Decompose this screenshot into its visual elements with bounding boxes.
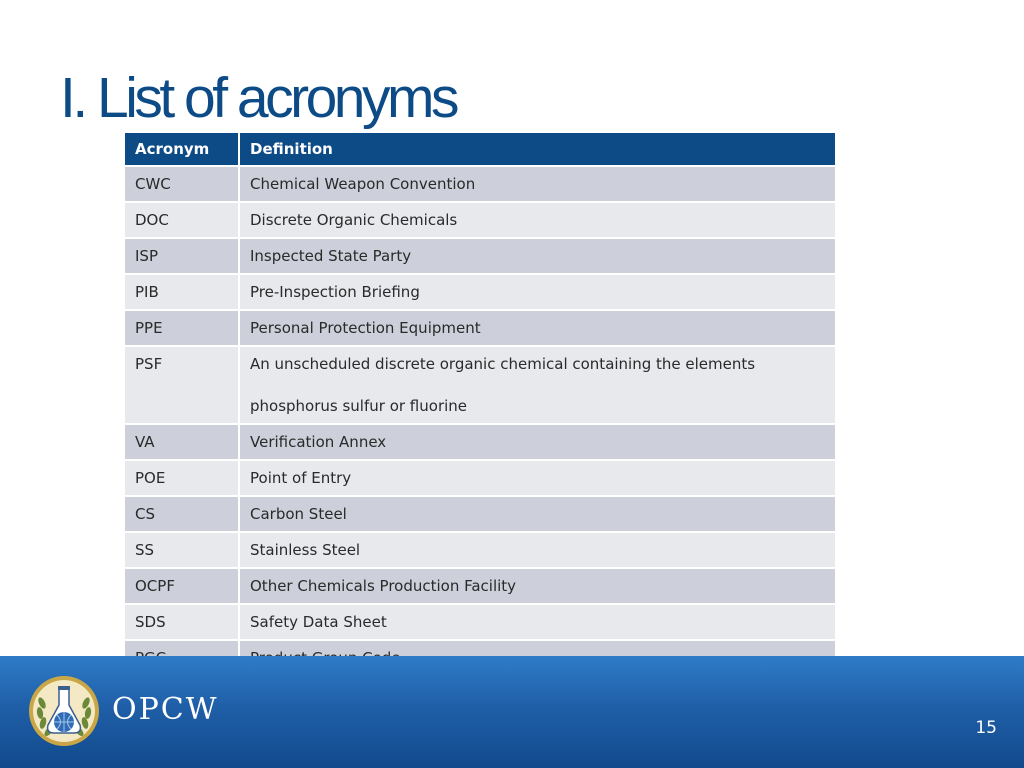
- table-row: [125, 497, 835, 533]
- definition-cell: [240, 569, 835, 605]
- definition-cell: [240, 533, 835, 569]
- definition-text: phosphorus sulfur or fluorine: [250, 397, 468, 415]
- definition-text: Stainless Steel: [250, 541, 361, 559]
- table-row: [125, 203, 835, 239]
- table-row: [125, 425, 835, 461]
- definition-cell: [240, 167, 835, 203]
- definition-cell: [240, 239, 835, 275]
- definition-text: Pre-Inspection Briefing: [250, 283, 420, 301]
- page-number: 15: [975, 718, 997, 738]
- definition-cell: [240, 497, 835, 533]
- definition-cell: [240, 461, 835, 497]
- table-body: [125, 167, 835, 677]
- acronym-cell: POE: [125, 461, 240, 497]
- definition-cell: [240, 347, 835, 425]
- acronym-table: [125, 133, 835, 677]
- definition-text: Carbon Steel: [250, 505, 347, 523]
- acronym-cell: PSF: [125, 347, 240, 425]
- definition-cell: [240, 275, 835, 311]
- table-row: [125, 533, 835, 569]
- acronym-cell: CS: [125, 497, 240, 533]
- definition-text: Inspected State Party: [250, 247, 412, 265]
- definition-text: An unscheduled discrete organic chemical containing the elements: [250, 355, 756, 373]
- acronym-cell: VA: [125, 425, 240, 461]
- definition-text: Point of Entry: [250, 469, 352, 487]
- table-row: [125, 347, 835, 425]
- acronym-cell: ISP: [125, 239, 240, 275]
- table-row: [125, 167, 835, 203]
- definition-text: Other Chemicals Production Facility: [250, 577, 517, 595]
- definition-cell: [240, 605, 835, 641]
- acronym-cell: PIB: [125, 275, 240, 311]
- definition-text: Safety Data Sheet: [250, 613, 387, 631]
- brand-name: OPCW: [112, 692, 219, 727]
- definition-cell: [240, 425, 835, 461]
- table-row: [125, 605, 835, 641]
- acronym-cell: CWC: [125, 167, 240, 203]
- definition-cell: [240, 203, 835, 239]
- acronym-cell: SDS: [125, 605, 240, 641]
- header-definition: Definition: [240, 133, 835, 167]
- slide-title: I. List of acronyms: [60, 66, 456, 130]
- table-row: [125, 461, 835, 497]
- acronym-cell: PPE: [125, 311, 240, 347]
- acronym-cell: OCPF: [125, 569, 240, 605]
- opcw-emblem-icon: [28, 675, 100, 747]
- table-row: [125, 239, 835, 275]
- definition-text: Personal Protection Equipment: [250, 319, 481, 337]
- definition-text: Verification Annex: [250, 433, 387, 451]
- header-acronym: Acronym: [125, 133, 240, 167]
- table-row: [125, 275, 835, 311]
- definition-text: Chemical Weapon Convention: [250, 175, 476, 193]
- definition-cell: [240, 311, 835, 347]
- table-row: [125, 569, 835, 605]
- definition-text: Discrete Organic Chemicals: [250, 211, 458, 229]
- table-header-row: [125, 133, 835, 167]
- footer-band: [0, 656, 1024, 768]
- acronym-cell: SS: [125, 533, 240, 569]
- table-row: [125, 311, 835, 347]
- acronym-cell: DOC: [125, 203, 240, 239]
